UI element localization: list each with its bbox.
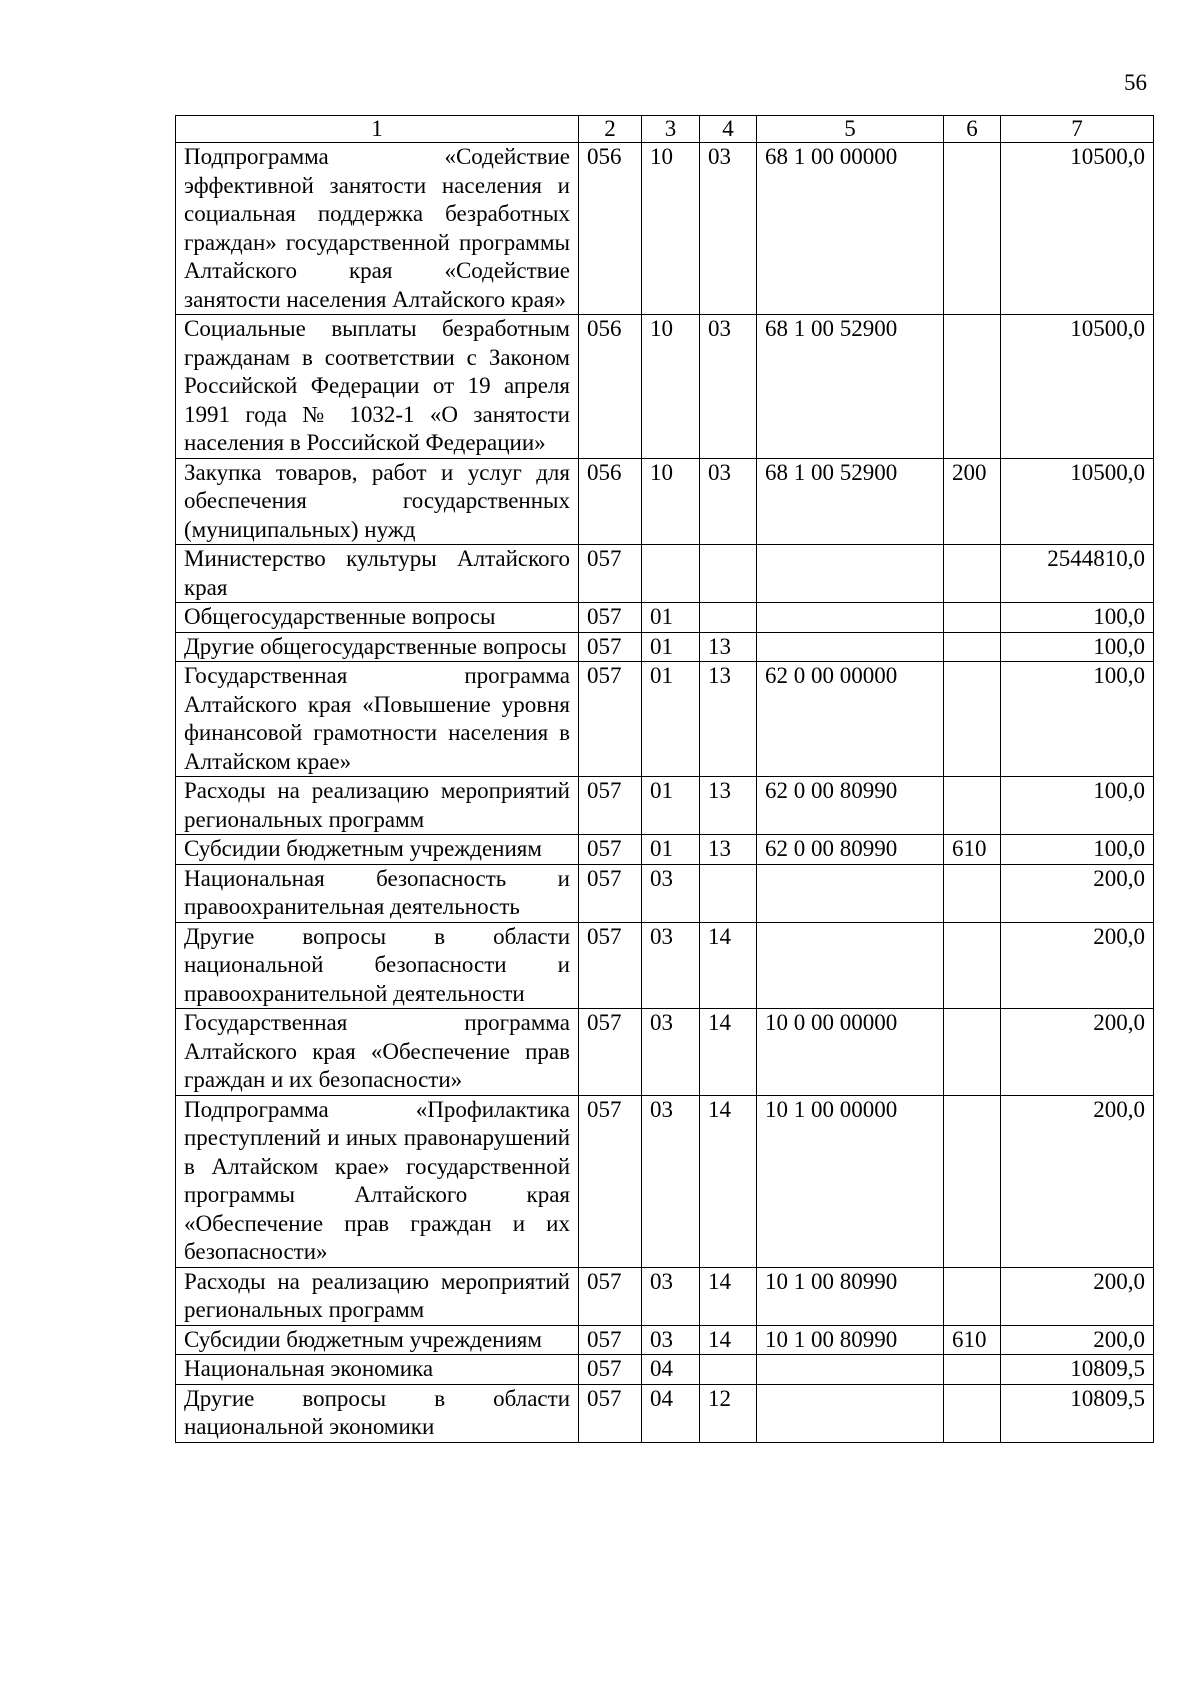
cell-ministry: 057 (579, 777, 642, 835)
cell-ministry: 057 (579, 632, 642, 662)
cell-ministry: 057 (579, 1009, 642, 1096)
cell-name: Национальная экономика (176, 1355, 579, 1385)
cell-expense-type (944, 1267, 1001, 1325)
column-header-amount: 7 (1001, 116, 1154, 143)
cell-ministry: 057 (579, 835, 642, 865)
cell-target-article (757, 922, 944, 1009)
cell-subsection: 13 (700, 632, 757, 662)
cell-subsection: 14 (700, 1325, 757, 1355)
cell-subsection (700, 603, 757, 633)
cell-section (642, 545, 700, 603)
cell-ministry: 057 (579, 1384, 642, 1442)
cell-section: 03 (642, 922, 700, 1009)
cell-section: 04 (642, 1355, 700, 1385)
table-row (176, 1355, 1154, 1385)
cell-ministry: 057 (579, 922, 642, 1009)
cell-target-article (757, 864, 944, 922)
table-row (176, 458, 1154, 545)
cell-section: 03 (642, 1267, 700, 1325)
cell-amount: 10500,0 (1001, 315, 1154, 459)
cell-amount: 200,0 (1001, 1325, 1154, 1355)
cell-name: Социальные выплаты безработным гражданам в соответствии с Законом Российской Федерации от 19 апреля 1991 года № 1032-1 «О занятости населения в Российской Федерации» (176, 315, 579, 459)
cell-subsection: 12 (700, 1384, 757, 1442)
cell-subsection: 14 (700, 1009, 757, 1096)
cell-name: Закупка товаров, работ и услуг для обеспечения государственных (муниципальных) нужд (176, 458, 579, 545)
cell-amount: 10500,0 (1001, 143, 1154, 315)
cell-ministry: 057 (579, 662, 642, 777)
cell-amount: 200,0 (1001, 1095, 1154, 1267)
cell-expense-type (944, 1355, 1001, 1385)
cell-expense-type (944, 315, 1001, 459)
cell-amount: 200,0 (1001, 1267, 1154, 1325)
table-row (176, 922, 1154, 1009)
table-row (176, 603, 1154, 633)
cell-amount: 100,0 (1001, 835, 1154, 865)
cell-target-article: 62 0 00 80990 (757, 777, 944, 835)
cell-name: Субсидии бюджетным учреждениям (176, 835, 579, 865)
cell-amount: 100,0 (1001, 777, 1154, 835)
cell-expense-type: 610 (944, 1325, 1001, 1355)
cell-subsection: 03 (700, 315, 757, 459)
cell-target-article (757, 632, 944, 662)
table-row (176, 835, 1154, 865)
cell-ministry: 057 (579, 864, 642, 922)
cell-section: 10 (642, 315, 700, 459)
cell-target-article: 68 1 00 52900 (757, 458, 944, 545)
cell-target-article: 62 0 00 80990 (757, 835, 944, 865)
cell-section: 03 (642, 864, 700, 922)
cell-name: Подпрограмма «Содействие эффективной занятости населения и социальная поддержка безработных граждан» государственной программы Алтайского края «Содействие занятости населения Алтайского края» (176, 143, 579, 315)
cell-expense-type (944, 1384, 1001, 1442)
cell-expense-type (944, 922, 1001, 1009)
cell-amount: 100,0 (1001, 632, 1154, 662)
column-header-subsection: 4 (700, 116, 757, 143)
cell-subsection: 03 (700, 458, 757, 545)
table-row (176, 1384, 1154, 1442)
page-number: 56 (1124, 70, 1147, 95)
budget-table (175, 115, 1154, 1443)
cell-subsection (700, 864, 757, 922)
cell-ministry: 057 (579, 1095, 642, 1267)
cell-target-article (757, 1355, 944, 1385)
cell-ministry: 056 (579, 315, 642, 459)
table-row (176, 864, 1154, 922)
cell-name: Государственная программа Алтайского края «Обеспечение прав граждан и их безопасности» (176, 1009, 579, 1096)
cell-name: Субсидии бюджетным учреждениям (176, 1325, 579, 1355)
table-row (176, 545, 1154, 603)
cell-section: 01 (642, 632, 700, 662)
table-body (176, 143, 1154, 1443)
cell-name: Министерство культуры Алтайского края (176, 545, 579, 603)
cell-subsection: 14 (700, 1267, 757, 1325)
table-row (176, 1095, 1154, 1267)
cell-section: 01 (642, 777, 700, 835)
cell-subsection: 14 (700, 1095, 757, 1267)
cell-section: 03 (642, 1009, 700, 1096)
cell-name: Расходы на реализацию мероприятий региональных программ (176, 777, 579, 835)
cell-expense-type: 610 (944, 835, 1001, 865)
cell-ministry: 057 (579, 603, 642, 633)
table-row (176, 1009, 1154, 1096)
column-header-section: 3 (642, 116, 700, 143)
column-header-name: 1 (176, 116, 579, 143)
cell-amount: 200,0 (1001, 922, 1154, 1009)
column-header-ministry: 2 (579, 116, 642, 143)
cell-expense-type (944, 864, 1001, 922)
cell-ministry: 057 (579, 545, 642, 603)
cell-expense-type (944, 632, 1001, 662)
cell-subsection: 13 (700, 777, 757, 835)
cell-subsection (700, 545, 757, 603)
cell-subsection: 13 (700, 835, 757, 865)
cell-target-article (757, 603, 944, 633)
cell-target-article: 68 1 00 00000 (757, 143, 944, 315)
cell-target-article: 10 1 00 80990 (757, 1325, 944, 1355)
cell-subsection: 03 (700, 143, 757, 315)
cell-expense-type (944, 603, 1001, 633)
cell-ministry: 057 (579, 1267, 642, 1325)
cell-ministry: 056 (579, 458, 642, 545)
cell-ministry: 057 (579, 1355, 642, 1385)
cell-name: Расходы на реализацию мероприятий региональных программ (176, 1267, 579, 1325)
cell-section: 10 (642, 458, 700, 545)
column-header-target-article: 5 (757, 116, 944, 143)
cell-ministry: 056 (579, 143, 642, 315)
table-row (176, 143, 1154, 315)
table-row (176, 1267, 1154, 1325)
cell-expense-type: 200 (944, 458, 1001, 545)
cell-amount: 200,0 (1001, 864, 1154, 922)
cell-section: 04 (642, 1384, 700, 1442)
cell-name: Другие вопросы в области национальной экономики (176, 1384, 579, 1442)
table-row (176, 632, 1154, 662)
cell-section: 01 (642, 662, 700, 777)
table-row (176, 1325, 1154, 1355)
cell-subsection: 13 (700, 662, 757, 777)
cell-target-article: 10 1 00 00000 (757, 1095, 944, 1267)
cell-amount: 2544810,0 (1001, 545, 1154, 603)
cell-target-article: 10 0 00 00000 (757, 1009, 944, 1096)
cell-name: Другие общегосударственные вопросы (176, 632, 579, 662)
cell-amount: 100,0 (1001, 662, 1154, 777)
cell-amount: 10809,5 (1001, 1384, 1154, 1442)
cell-amount: 10500,0 (1001, 458, 1154, 545)
cell-target-article (757, 545, 944, 603)
cell-amount: 10809,5 (1001, 1355, 1154, 1385)
cell-section: 01 (642, 603, 700, 633)
cell-section: 01 (642, 835, 700, 865)
cell-section: 03 (642, 1095, 700, 1267)
cell-expense-type (944, 662, 1001, 777)
cell-expense-type (944, 143, 1001, 315)
cell-section: 03 (642, 1325, 700, 1355)
cell-expense-type (944, 545, 1001, 603)
cell-name: Национальная безопасность и правоохранительная деятельность (176, 864, 579, 922)
cell-subsection: 14 (700, 922, 757, 1009)
cell-name: Другие вопросы в области национальной безопасности и правоохранительной деятельности (176, 922, 579, 1009)
cell-name: Государственная программа Алтайского края «Повышение уровня финансовой грамотности населения в Алтайском крае» (176, 662, 579, 777)
cell-name: Общегосударственные вопросы (176, 603, 579, 633)
cell-name: Подпрограмма «Профилактика преступлений и иных правонарушений в Алтайском крае» государственной программы Алтайского края «Обеспечение прав граждан и их безопасности» (176, 1095, 579, 1267)
table-header-row (176, 116, 1154, 143)
cell-target-article: 68 1 00 52900 (757, 315, 944, 459)
cell-expense-type (944, 1095, 1001, 1267)
cell-expense-type (944, 1009, 1001, 1096)
cell-amount: 200,0 (1001, 1009, 1154, 1096)
table-row (176, 315, 1154, 459)
cell-ministry: 057 (579, 1325, 642, 1355)
cell-target-article: 10 1 00 80990 (757, 1267, 944, 1325)
table-row (176, 662, 1154, 777)
column-header-expense-type: 6 (944, 116, 1001, 143)
cell-target-article (757, 1384, 944, 1442)
cell-amount: 100,0 (1001, 603, 1154, 633)
cell-expense-type (944, 777, 1001, 835)
cell-subsection (700, 1355, 757, 1385)
cell-target-article: 62 0 00 00000 (757, 662, 944, 777)
table-row (176, 777, 1154, 835)
cell-section: 10 (642, 143, 700, 315)
